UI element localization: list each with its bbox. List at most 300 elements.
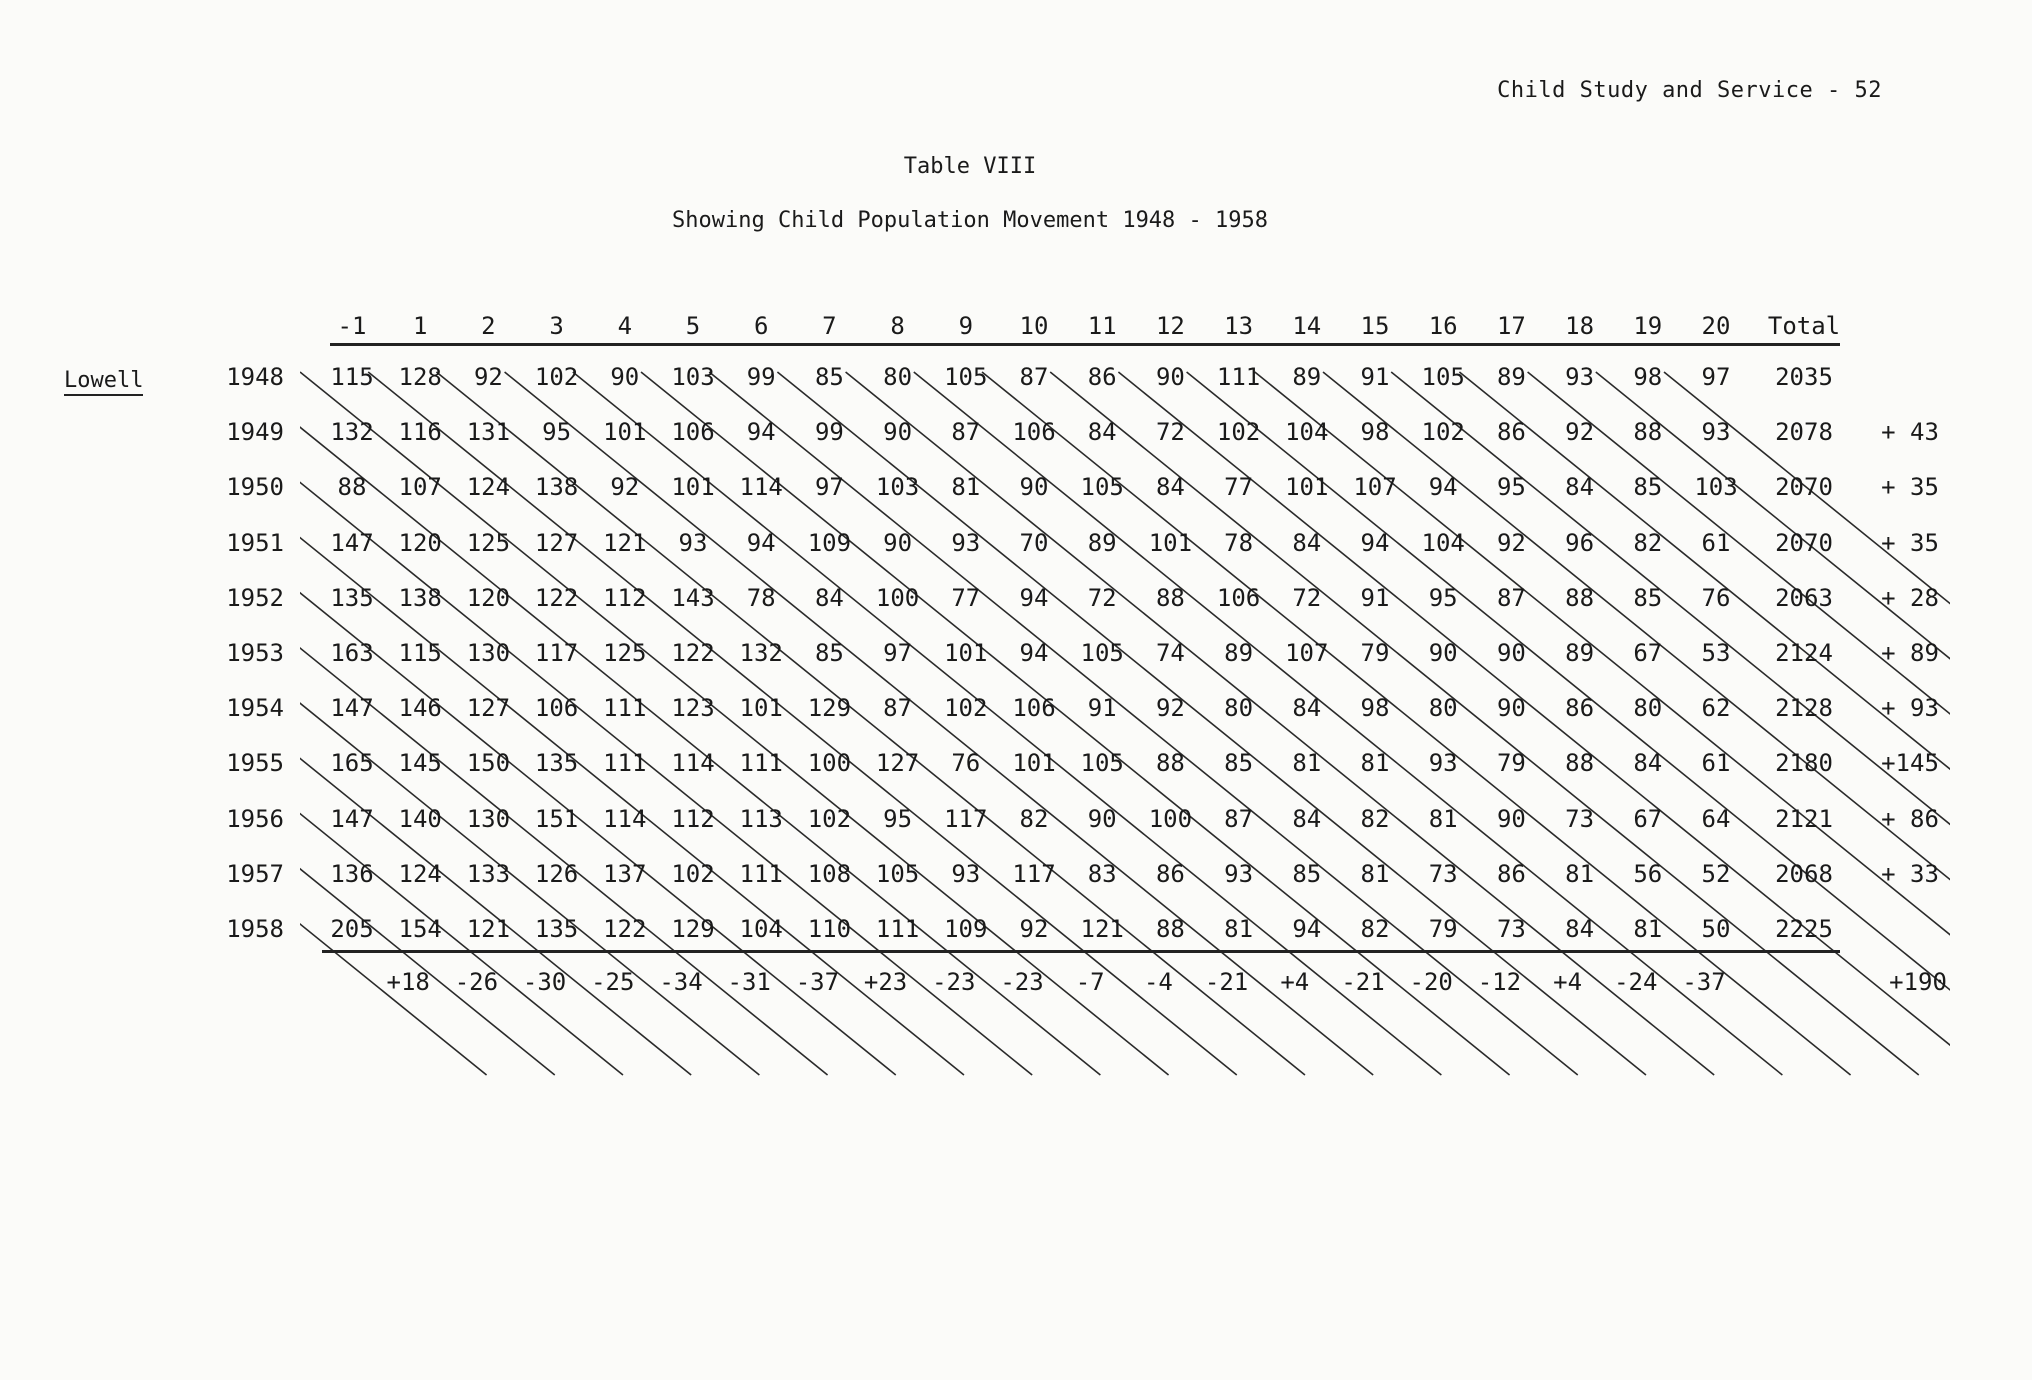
table-cell: 84	[1633, 749, 1663, 778]
table-cell: 114	[671, 749, 715, 778]
bottom-rule	[322, 950, 1840, 953]
table-cell: 116	[398, 418, 442, 447]
table-cell: 56	[1633, 859, 1663, 888]
difference-cell: -30	[522, 968, 567, 996]
table-cell: 77	[951, 583, 981, 612]
table-cell: 88	[1155, 915, 1185, 943]
table-cell: 143	[671, 583, 715, 612]
table-cell: 101	[671, 473, 715, 502]
column-header: 14	[1292, 312, 1322, 340]
difference-cell: +4	[1553, 968, 1583, 996]
table-cell: 104	[739, 915, 783, 943]
table-cell: 90	[1428, 639, 1458, 667]
table-cell: 90	[610, 363, 640, 391]
table-cell: 136	[330, 859, 374, 888]
row-year: 1949	[226, 418, 284, 447]
table-cell: 89	[1496, 363, 1526, 391]
table-cell: 80	[1224, 694, 1254, 723]
table-cell: 73	[1565, 804, 1595, 833]
table-cell: 84	[1565, 915, 1595, 943]
column-header: 1	[412, 312, 428, 340]
table-cell: 163	[330, 639, 374, 667]
table-cell: 125	[603, 639, 647, 667]
table-cell: 93	[1224, 859, 1254, 888]
table-cell: 135	[534, 915, 579, 943]
table-cell: 88	[1565, 749, 1595, 778]
column-header: 2	[481, 312, 496, 340]
table-cell: 122	[603, 915, 647, 943]
difference-cell: -34	[659, 968, 703, 996]
table-cell: 96	[1565, 528, 1595, 557]
table-cell: 105	[1080, 749, 1124, 778]
table-cell: 61	[1701, 528, 1731, 557]
table-cell: 135	[534, 749, 579, 778]
column-header: 20	[1701, 312, 1731, 340]
table-cell: 121	[603, 528, 647, 557]
table-cell: 122	[671, 639, 715, 667]
table-cell: 150	[466, 749, 511, 778]
column-header: -1	[337, 312, 367, 340]
row-change: + 89	[1881, 639, 1939, 667]
table-cell: 89	[1224, 639, 1254, 667]
table-cell: 82	[1360, 804, 1390, 833]
table-cell: 138	[534, 473, 579, 502]
row-change: +145	[1881, 749, 1939, 778]
table-cell: 122	[534, 583, 579, 612]
table-cell: 90	[1496, 804, 1526, 833]
row-change: + 43	[1881, 418, 1939, 447]
column-header: 7	[822, 312, 837, 340]
table-cell: 94	[1019, 639, 1049, 667]
row-total: 2035	[1775, 363, 1833, 391]
column-header: 8	[890, 312, 905, 340]
difference-cell: -23	[1000, 968, 1044, 996]
table-cell: 94	[1292, 915, 1322, 943]
table-cell: 106	[1012, 418, 1056, 447]
row-year: 1953	[226, 639, 284, 667]
table-cell: 72	[1155, 418, 1185, 447]
row-change: + 86	[1881, 804, 1939, 833]
header-rule	[330, 343, 1840, 346]
table-cell: 102	[1216, 418, 1261, 447]
table-cell: 109	[807, 528, 852, 557]
table-cell: 147	[330, 694, 374, 723]
difference-cell: -12	[1477, 968, 1522, 996]
table-cell: 145	[398, 749, 442, 778]
table-cell: 72	[1087, 583, 1117, 612]
table-cell: 111	[875, 915, 920, 943]
table-cell: 127	[875, 749, 920, 778]
table-cell: 102	[671, 859, 715, 888]
table-cell: 92	[610, 473, 640, 502]
table-cell: 97	[814, 473, 844, 502]
table-cell: 107	[1285, 639, 1329, 667]
difference-cell: -21	[1204, 968, 1249, 996]
table-cell: 131	[466, 418, 511, 447]
table-cell: 102	[1421, 418, 1465, 447]
table-cell: 53	[1701, 639, 1731, 667]
table-cell: 129	[807, 694, 852, 723]
table-cell: 117	[1012, 859, 1056, 888]
table-cell: 138	[398, 583, 442, 612]
table-cell: 108	[807, 859, 852, 888]
table-cell: 113	[739, 804, 783, 833]
table-cell: 85	[814, 639, 844, 667]
table-cell: 80	[1633, 694, 1663, 723]
row-change: + 33	[1881, 859, 1939, 888]
table-cell: 92	[1496, 528, 1526, 557]
row-total: 2128	[1775, 694, 1833, 723]
table-cell: 79	[1496, 749, 1526, 778]
table-cell: 99	[814, 418, 844, 447]
table-cell: 106	[671, 418, 715, 447]
table-cell: 106	[1012, 694, 1056, 723]
row-change: + 35	[1881, 528, 1939, 557]
difference-cell: +18	[386, 968, 430, 996]
column-header: 5	[685, 312, 701, 340]
table-cell: 154	[398, 915, 442, 943]
table-cell: 100	[875, 583, 920, 612]
table-cell: 85	[814, 363, 844, 391]
table-cell: 78	[746, 583, 776, 612]
table-cell: 97	[883, 639, 913, 667]
table-cell: 101	[1148, 528, 1193, 557]
column-header: 12	[1155, 312, 1185, 340]
table-cell: 132	[330, 418, 374, 447]
table-cell: 62	[1701, 694, 1731, 723]
difference-cell: -37	[1682, 968, 1726, 996]
table-cell: 114	[739, 473, 783, 502]
table-cell: 127	[534, 528, 579, 557]
table-cell: 102	[807, 804, 852, 833]
row-total: 2180	[1775, 749, 1833, 778]
table-subtitle: Showing Child Population Movement 1948 - 1958	[671, 208, 1269, 233]
table-cell: 165	[330, 749, 374, 778]
table-cell: 79	[1428, 915, 1458, 943]
table-cell: 120	[466, 583, 511, 612]
column-header: 13	[1224, 312, 1254, 340]
table-cell: 94	[1019, 583, 1049, 612]
table-cell: 98	[1360, 694, 1390, 723]
table-cell: 121	[466, 915, 511, 943]
table-cell: 90	[883, 528, 913, 557]
table-cell: 89	[1292, 363, 1322, 391]
table-cell: 85	[1633, 583, 1663, 612]
row-total: 2078	[1775, 418, 1833, 447]
table-cell: 80	[1428, 694, 1458, 723]
table-cell: 92	[473, 363, 503, 391]
table-cell: 95	[1496, 473, 1526, 502]
row-year: 1956	[226, 804, 284, 833]
table-cell: 86	[1496, 418, 1526, 447]
table-cell: 86	[1087, 363, 1117, 391]
table-cell: 121	[1080, 915, 1124, 943]
difference-cell: -31	[727, 968, 771, 996]
table-cell: 124	[466, 473, 511, 502]
table-cell: 74	[1155, 639, 1185, 667]
table-cell: 79	[1360, 639, 1390, 667]
table-cell: 93	[1428, 749, 1458, 778]
table-cell: 102	[944, 694, 988, 723]
table-cell: 87	[1496, 583, 1526, 612]
column-header: Total	[1767, 312, 1841, 340]
table-cell: 86	[1565, 694, 1595, 723]
table-cell: 84	[1565, 473, 1595, 502]
table-cell: 86	[1496, 859, 1526, 888]
table-cell: 81	[1224, 915, 1254, 943]
table-cell: 115	[330, 363, 374, 391]
row-total: 2070	[1775, 528, 1833, 557]
row-total: 2068	[1775, 859, 1833, 888]
table-cell: 109	[944, 915, 988, 943]
table-cell: 82	[1360, 915, 1390, 943]
table-cell: 93	[1565, 363, 1595, 391]
table-cell: 50	[1701, 915, 1731, 943]
column-header: 9	[958, 312, 974, 340]
table-cell: 98	[1633, 363, 1663, 391]
city-label: Lowell	[64, 368, 143, 396]
difference-cell: -20	[1409, 968, 1453, 996]
table-cell: 85	[1224, 749, 1254, 778]
table-cell: 88	[1565, 583, 1595, 612]
table-cell: 76	[1701, 583, 1731, 612]
table-cell: 83	[1087, 859, 1117, 888]
table-cell: 117	[944, 804, 988, 833]
table-cell: 91	[1360, 583, 1390, 612]
table-cell: 92	[1565, 418, 1595, 447]
table-cell: 111	[603, 749, 647, 778]
table-cell: 115	[398, 639, 442, 667]
table-cell: 137	[603, 859, 647, 888]
table-cell: 81	[1565, 859, 1595, 888]
table-cell: 93	[951, 859, 981, 888]
difference-cell: +23	[863, 968, 908, 996]
table-cell: 90	[883, 418, 913, 447]
table-cell: 72	[1292, 583, 1322, 612]
table-cell: 84	[814, 583, 844, 612]
table-cell: 107	[398, 473, 442, 502]
column-header: 3	[549, 312, 564, 340]
difference-cell: -7	[1075, 968, 1105, 996]
table-cell: 61	[1701, 749, 1731, 778]
table-cell: 76	[951, 749, 981, 778]
table-cell: 101	[1285, 473, 1329, 502]
column-header: 15	[1360, 312, 1390, 340]
table-cell: 87	[951, 418, 981, 447]
table-cell: 88	[1155, 749, 1185, 778]
table-cell: 205	[330, 915, 374, 943]
table-cell: 95	[1428, 583, 1458, 612]
table-cell: 129	[671, 915, 715, 943]
table-cell: 67	[1633, 804, 1663, 833]
table-cell: 100	[1148, 804, 1193, 833]
table-title: Table VIII	[903, 154, 1037, 179]
column-header: 19	[1633, 312, 1663, 340]
table-cell: 97	[1701, 363, 1731, 391]
table-cell: 64	[1701, 804, 1731, 833]
table-cell: 105	[1080, 473, 1124, 502]
table-cell: 104	[1421, 528, 1465, 557]
row-year: 1948	[226, 363, 284, 391]
table-cell: 105	[875, 859, 920, 888]
table-cell: 95	[883, 804, 913, 833]
table-cell: 73	[1496, 915, 1526, 943]
table-cell: 91	[1087, 694, 1117, 723]
difference-cell: -37	[795, 968, 840, 996]
table-cell: 98	[1360, 418, 1390, 447]
table-cell: 81	[1360, 859, 1390, 888]
table-cell: 94	[746, 528, 776, 557]
table-cell: 78	[1224, 528, 1254, 557]
table-cell: 84	[1292, 804, 1322, 833]
difference-cell: -23	[932, 968, 976, 996]
table-cell: 67	[1633, 639, 1663, 667]
table-cell: 125	[466, 528, 511, 557]
table-cell: 146	[398, 694, 442, 723]
table-cell: 105	[944, 363, 988, 391]
table-cell: 124	[398, 859, 442, 888]
table-cell: 111	[603, 694, 647, 723]
table-cell: 112	[603, 583, 647, 612]
table-cell: 80	[883, 363, 913, 391]
table-cell: 93	[1701, 418, 1731, 447]
column-header: 6	[753, 312, 769, 340]
difference-cell: -21	[1341, 968, 1385, 996]
table-cell: 87	[1019, 363, 1049, 391]
table-cell: 81	[1633, 915, 1663, 943]
table-cell: 89	[1565, 639, 1595, 667]
difference-cell: +4	[1280, 968, 1310, 996]
table-cell: 81	[1360, 749, 1390, 778]
table-cell: 93	[678, 528, 708, 557]
row-year: 1957	[226, 859, 284, 888]
table-cell: 90	[1496, 694, 1526, 723]
table-cell: 111	[739, 749, 783, 778]
table-cell: 92	[1155, 694, 1185, 723]
table-cell: 77	[1224, 473, 1254, 502]
table-cell: 84	[1155, 473, 1185, 502]
table-cell: 132	[739, 639, 783, 667]
table-cell: 151	[534, 804, 579, 833]
row-total: 2070	[1775, 473, 1833, 502]
table-cell: 140	[398, 804, 442, 833]
difference-cell: -24	[1614, 968, 1658, 996]
table-cell: 101	[1012, 749, 1056, 778]
table-cell: 93	[951, 528, 981, 557]
table-cell: 94	[746, 418, 776, 447]
table-cell: 123	[671, 694, 715, 723]
table-cell: 101	[739, 694, 783, 723]
column-header: 17	[1496, 312, 1526, 340]
table-cell: 88	[1155, 583, 1185, 612]
table-cell: 128	[398, 363, 442, 391]
table-cell: 110	[807, 915, 852, 943]
table-cell: 100	[807, 749, 852, 778]
table-cell: 89	[1087, 528, 1117, 557]
row-year: 1954	[226, 694, 284, 723]
table-cell: 133	[466, 859, 511, 888]
table-cell: 105	[1080, 639, 1124, 667]
table-cell: 94	[1428, 473, 1458, 502]
table-cell: 112	[671, 804, 715, 833]
table-cell: 85	[1633, 473, 1663, 502]
row-year: 1952	[226, 583, 284, 612]
table-cell: 90	[1155, 363, 1185, 391]
table-cell: 99	[746, 363, 776, 391]
column-header: 11	[1087, 312, 1117, 340]
row-total: 2063	[1775, 583, 1833, 612]
table-cell: 127	[466, 694, 511, 723]
column-header: 16	[1428, 312, 1458, 340]
table-cell: 87	[1224, 804, 1254, 833]
table-cell: 82	[1633, 528, 1663, 557]
table-cell: 84	[1087, 418, 1117, 447]
table-cell: 88	[1633, 418, 1663, 447]
table-cell: 104	[1285, 418, 1329, 447]
table-cell: 70	[1019, 528, 1049, 557]
table-cell: 52	[1701, 859, 1731, 888]
table-cell: 147	[330, 804, 374, 833]
row-total: 2225	[1775, 915, 1833, 943]
table-cell: 105	[1421, 363, 1465, 391]
table-cell: 84	[1292, 528, 1322, 557]
row-year: 1951	[226, 528, 284, 557]
column-header: 4	[617, 312, 633, 340]
difference-cell: -26	[454, 968, 499, 996]
row-year: 1955	[226, 749, 284, 778]
table-cell: 147	[330, 528, 374, 557]
table-cell: 107	[1353, 473, 1397, 502]
table-cell: 101	[603, 418, 647, 447]
table-cell: 90	[1019, 473, 1049, 502]
table-cell: 85	[1292, 859, 1322, 888]
row-change: + 28	[1881, 583, 1939, 612]
table-cell: 130	[466, 804, 511, 833]
table-cell: 90	[1087, 804, 1117, 833]
table-cell: 90	[1496, 639, 1526, 667]
row-total: 2124	[1775, 639, 1833, 667]
table-cell: 81	[951, 473, 981, 502]
table-cell: 92	[1019, 915, 1049, 943]
table-cell: 117	[534, 639, 579, 667]
table-cell: 88	[337, 473, 367, 502]
table-cell: 130	[466, 639, 511, 667]
table-cell: 103	[1694, 473, 1738, 502]
table-cell: 91	[1360, 363, 1390, 391]
table-cell: 106	[534, 694, 579, 723]
row-change: + 93	[1881, 694, 1939, 723]
table-cell: 81	[1292, 749, 1322, 778]
total-difference: +190	[1889, 968, 1947, 996]
difference-cell: -4	[1143, 968, 1173, 996]
table-cell: 120	[398, 528, 442, 557]
table-cell: 94	[1360, 528, 1390, 557]
table-cell: 101	[944, 639, 988, 667]
table-cell: 135	[330, 583, 374, 612]
row-year: 1950	[226, 473, 284, 502]
table-cell: 114	[603, 804, 647, 833]
table-cell: 82	[1019, 804, 1049, 833]
page-header: Child Study and Service - 52	[1497, 78, 1882, 103]
table-cell: 87	[883, 694, 913, 723]
row-year: 1958	[226, 915, 284, 943]
difference-cell: -25	[591, 968, 635, 996]
table-cell: 81	[1428, 804, 1458, 833]
table-cell: 86	[1155, 859, 1185, 888]
table-cell: 111	[739, 859, 783, 888]
row-change: + 35	[1881, 473, 1939, 502]
column-header: 10	[1019, 312, 1049, 340]
